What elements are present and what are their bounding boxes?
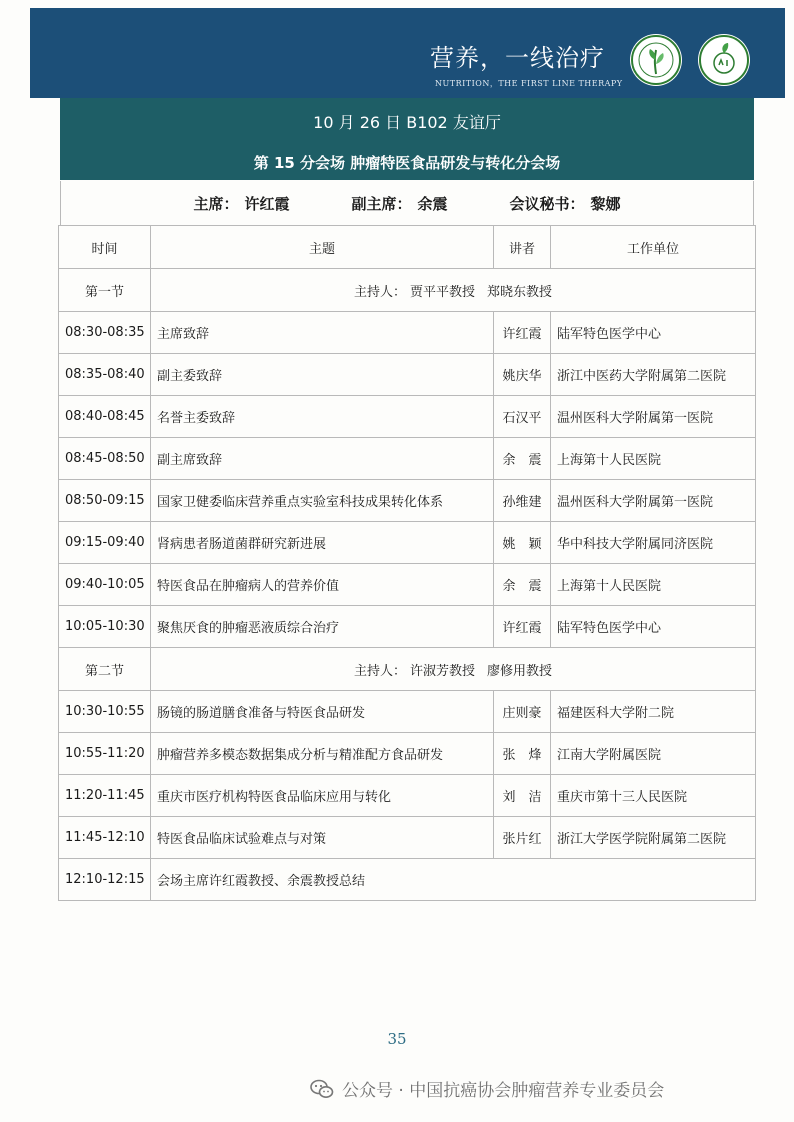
time-cell: 08:45-08:50 <box>59 438 151 480</box>
header-title: 营养，一线治疗 <box>430 44 605 72</box>
chair-name: 许红霞 <box>244 194 290 213</box>
table-row <box>59 438 756 480</box>
table-row <box>59 522 756 564</box>
topic-cell: 肿瘤营养多模态数据集成分析与精准配方食品研发 <box>151 733 494 775</box>
time-cell: 10:55-11:20 <box>59 733 151 775</box>
host-name: 廖修用教授 <box>487 663 553 679</box>
time-cell: 12:10-12:15 <box>59 859 151 901</box>
table-row <box>59 733 756 775</box>
speaker-cell: 余 震 <box>494 438 551 480</box>
secretary <box>510 193 621 214</box>
topic-cell: 重庆市医疗机构特医食品临床应用与转化 <box>151 775 494 817</box>
affiliation-cell: 陆军特色医学中心 <box>551 312 756 354</box>
affiliation-cell: 上海第十人民医院 <box>551 438 756 480</box>
speaker-cell: 许红霞 <box>494 606 551 648</box>
header-affiliation: 工作单位 <box>551 226 756 269</box>
affiliation-cell: 温州医科大学附属第一医院 <box>551 396 756 438</box>
topic-cell: 国家卫健委临床营养重点实验室科技成果转化体系 <box>151 480 494 522</box>
header-band <box>30 8 785 98</box>
topic-cell: 副主委致辞 <box>151 354 494 396</box>
speaker-cell: 张 烽 <box>494 733 551 775</box>
topic-cell: 肠镜的肠道膳食准备与特医食品研发 <box>151 691 494 733</box>
section-name: 第一节 <box>59 269 151 312</box>
time-cell: 09:40-10:05 <box>59 564 151 606</box>
speaker-cell: 姚庆华 <box>494 354 551 396</box>
topic-cell: 肾病患者肠道菌群研究新进展 <box>151 522 494 564</box>
chair <box>193 193 289 214</box>
chair-label: 主席： <box>193 194 239 213</box>
secretary-label: 会议秘书： <box>509 194 585 213</box>
association-seal-logo <box>630 34 682 86</box>
table-header-row <box>59 226 756 269</box>
time-cell: 08:35-08:40 <box>59 354 151 396</box>
table-row <box>59 312 756 354</box>
secretary-name: 黎娜 <box>590 194 621 213</box>
speaker-cell: 石汉平 <box>494 396 551 438</box>
agenda-table <box>58 225 756 901</box>
section-hosts <box>151 648 756 691</box>
vice-chair <box>351 193 447 214</box>
section-row <box>59 648 756 691</box>
session-officers <box>60 181 754 226</box>
section-row <box>59 269 756 312</box>
fh-logo <box>698 34 750 86</box>
affiliation-cell: 陆军特色医学中心 <box>551 606 756 648</box>
vice-chair-name: 余震 <box>417 194 448 213</box>
header-time: 时间 <box>59 226 151 269</box>
section-name: 第二节 <box>59 648 151 691</box>
speaker-cell: 余 震 <box>494 564 551 606</box>
speaker-cell: 刘 洁 <box>494 775 551 817</box>
closing-text: 会场主席许红霞教授、余震教授总结 <box>151 859 756 901</box>
time-cell: 10:05-10:30 <box>59 606 151 648</box>
wechat-icon <box>310 1078 334 1100</box>
topic-cell: 主席致辞 <box>151 312 494 354</box>
speaker-cell: 许红霞 <box>494 312 551 354</box>
header-speaker: 讲者 <box>494 226 551 269</box>
affiliation-cell: 江南大学附属医院 <box>551 733 756 775</box>
header-subtitle: NUTRITION，THE FIRST LINE THERAPY <box>435 79 623 88</box>
time-cell: 08:40-08:45 <box>59 396 151 438</box>
topic-cell: 名誉主委致辞 <box>151 396 494 438</box>
time-cell: 10:30-10:55 <box>59 691 151 733</box>
host-label: 主持人： <box>353 663 406 679</box>
affiliation-cell: 浙江中医药大学附属第二医院 <box>551 354 756 396</box>
footer-text: 公众号 · 中国抗癌协会肿瘤营养专业委员会 <box>342 1081 665 1101</box>
time-cell: 11:20-11:45 <box>59 775 151 817</box>
time-cell: 08:50-09:15 <box>59 480 151 522</box>
affiliation-cell: 福建医科大学附二院 <box>551 691 756 733</box>
speaker-cell: 孙维建 <box>494 480 551 522</box>
time-cell: 08:30-08:35 <box>59 312 151 354</box>
speaker-cell: 庄则豪 <box>494 691 551 733</box>
affiliation-cell: 温州医科大学附属第一医院 <box>551 480 756 522</box>
date-venue-banner: 10 月 26 日 B102 友谊厅 <box>60 98 754 144</box>
affiliation-cell: 华中科技大学附属同济医院 <box>551 522 756 564</box>
host-name: 贾平平教授 <box>409 284 475 300</box>
session-title-banner: 第 15 分会场 肿瘤特医食品研发与转化分会场 <box>60 144 754 180</box>
table-row <box>59 396 756 438</box>
wechat-footer <box>310 1076 664 1101</box>
table-row <box>59 480 756 522</box>
affiliation-cell: 重庆市第十三人民医院 <box>551 775 756 817</box>
table-row <box>59 564 756 606</box>
topic-cell: 副主席致辞 <box>151 438 494 480</box>
closing-row <box>59 859 756 901</box>
host-name: 郑晓东教授 <box>487 284 553 300</box>
table-row <box>59 775 756 817</box>
section-hosts <box>151 269 756 312</box>
topic-cell: 特医食品在肿瘤病人的营养价值 <box>151 564 494 606</box>
time-cell: 09:15-09:40 <box>59 522 151 564</box>
table-row <box>59 606 756 648</box>
topic-cell: 特医食品临床试验难点与对策 <box>151 817 494 859</box>
table-row <box>59 817 756 859</box>
page-number: 35 <box>387 1030 407 1048</box>
speaker-cell: 姚 颖 <box>494 522 551 564</box>
vice-chair-label: 副主席： <box>351 194 412 213</box>
speaker-cell: 张片红 <box>494 817 551 859</box>
topic-cell: 聚焦厌食的肿瘤恶液质综合治疗 <box>151 606 494 648</box>
affiliation-cell: 浙江大学医学院附属第二医院 <box>551 817 756 859</box>
header-topic: 主题 <box>151 226 494 269</box>
affiliation-cell: 上海第十人民医院 <box>551 564 756 606</box>
host-label: 主持人： <box>353 284 406 300</box>
table-row <box>59 691 756 733</box>
host-name: 许淑芳教授 <box>409 663 475 679</box>
time-cell: 11:45-12:10 <box>59 817 151 859</box>
table-row <box>59 354 756 396</box>
